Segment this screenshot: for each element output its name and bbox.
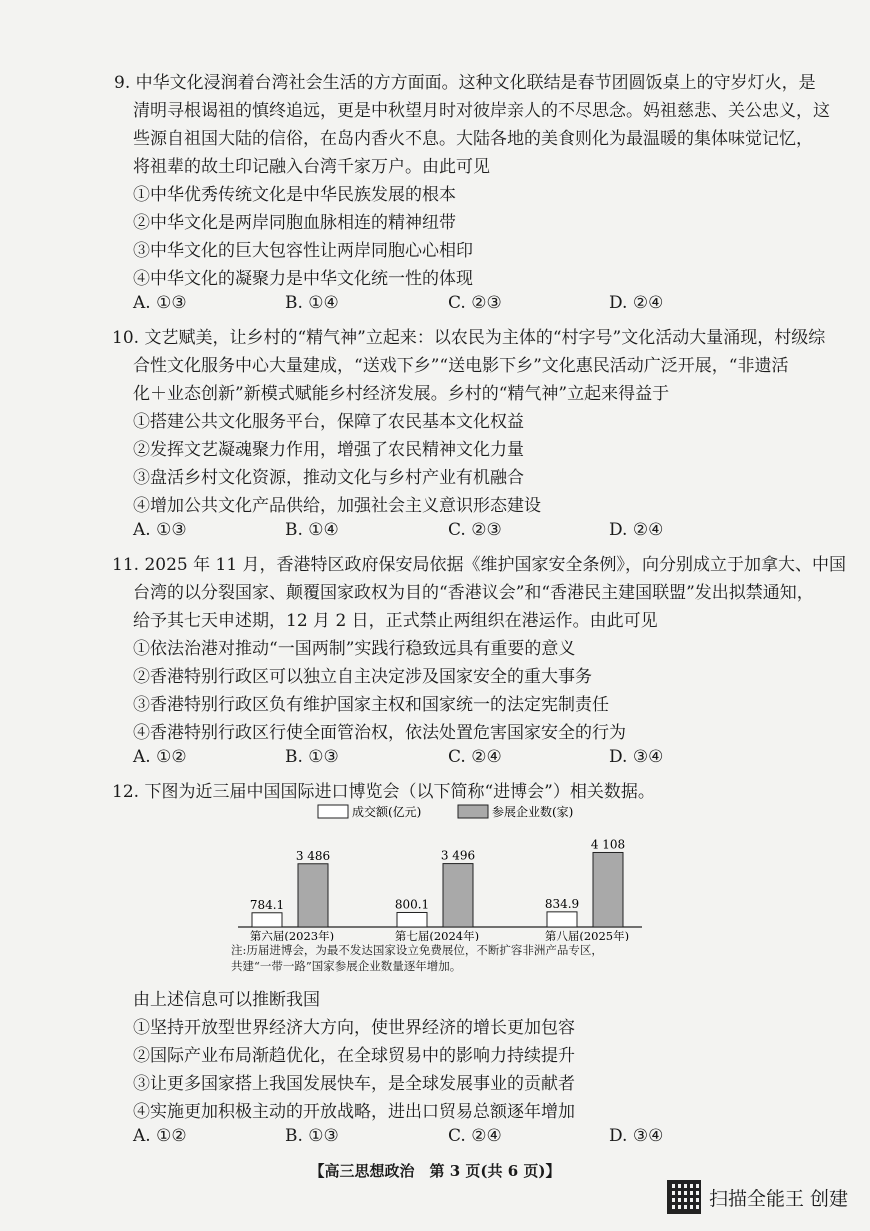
bar-series-2-2 bbox=[443, 864, 473, 927]
q11-option-4: ④香港特别行政区行使全面管治权，依法处置危害国家安全的行为 bbox=[133, 723, 626, 743]
legend-swatch-series-2 bbox=[458, 805, 488, 818]
bar-series-1-3 bbox=[547, 912, 577, 927]
qr-code-icon bbox=[667, 1180, 701, 1214]
q10-answer-d: D. ②④ bbox=[609, 520, 664, 540]
category-label-1: 第六届(2023年) bbox=[249, 929, 335, 941]
bar-series-1-2 bbox=[397, 912, 427, 927]
q9-option-1: ①中华优秀传统文化是中华民族发展的根本 bbox=[133, 185, 456, 205]
q11-stem-line-3: 给予其七天申述期，12 月 2 日，正式禁止两组织在港运作。由此可见 bbox=[133, 611, 658, 631]
q11-answer-c: C. ②④ bbox=[448, 747, 502, 767]
data-label-series-1-2: 800.1 bbox=[394, 897, 430, 912]
q9-option-3: ③中华文化的巨大包容性让两岸同胞心心相印 bbox=[133, 241, 473, 261]
q11-option-1: ①依法治港对推动“一国两制”实践行稳致远具有重要的意义 bbox=[133, 639, 576, 659]
bar-chart bbox=[220, 801, 660, 941]
watermark-text: 扫描全能王 创建 bbox=[708, 1187, 848, 1210]
q9-answer-b: B. ①④ bbox=[285, 293, 339, 313]
q9-stem-line-2: 清明寻根谒祖的慎终追远，更是中秋望月时对彼岸亲人的不尽思念。妈祖慈悲、关公忠义，这 bbox=[133, 101, 830, 121]
q11-stem-line-2: 台湾的以分裂国家、颠覆国家政权为目的“香港议会”和“香港民主建国联盟”发出拟禁通知， bbox=[133, 583, 814, 603]
data-label-series-2-1: 3 486 bbox=[295, 848, 331, 863]
q9-stem-line-3: 些源自祖国大陆的信俗，在岛内香火不息。大陆各地的美食则化为最温暖的集体味觉记忆， bbox=[133, 129, 813, 149]
q10-option-4: ④增加公共文化产品供给，加强社会主义意识形态建设 bbox=[133, 496, 541, 516]
q10-stem-line-3: 化＋业态创新”新模式赋能乡村经济发展。乡村的“精气神”立起来得益于 bbox=[133, 384, 670, 404]
scanner-watermark bbox=[667, 1180, 848, 1214]
q10-answer-a: A. ①③ bbox=[133, 520, 187, 540]
q12-answer-c: C. ②④ bbox=[448, 1126, 502, 1146]
q11-option-2: ②香港特别行政区可以独立自主决定涉及国家安全的重大事务 bbox=[133, 667, 592, 687]
q10-option-3: ③盘活乡村文化资源，推动文化与乡村产业有机融合 bbox=[133, 468, 524, 488]
q12-option-4: ④实施更加积极主动的开放战略，进出口贸易总额逐年增加 bbox=[133, 1102, 575, 1122]
bar-series-1-1 bbox=[252, 913, 282, 927]
legend-swatch-series-1 bbox=[318, 805, 348, 818]
q9-answer-a: A. ①③ bbox=[133, 293, 187, 313]
q12-stem-line-1: 12. 下图为近三届中国国际进口博览会（以下简称“进博会”）相关数据。 bbox=[112, 782, 655, 802]
data-label-series-2-2: 3 496 bbox=[440, 848, 476, 863]
q9-answer-c: C. ②③ bbox=[448, 293, 502, 313]
q12-answer-a: A. ①② bbox=[133, 1126, 187, 1146]
q9-answer-d: D. ②④ bbox=[609, 293, 664, 313]
legend-label-series-1: 成交额(亿元) bbox=[352, 805, 422, 819]
q9-option-2: ②中华文化是两岸同胞血脉相连的精神纽带 bbox=[133, 213, 456, 233]
q12-answer-d: D. ③④ bbox=[609, 1126, 664, 1146]
q9-option-4: ④中华文化的凝聚力是中华文化统一性的体现 bbox=[133, 269, 473, 289]
bar-series-2-3 bbox=[593, 852, 623, 927]
legend-label-series-2: 参展企业数(家) bbox=[492, 805, 574, 819]
bar-series-2-1 bbox=[298, 864, 328, 927]
q10-stem-line-2: 合性文化服务中心大量建成，“送戏下乡”“送电影下乡”文化惠民活动广泛开展，“非遗活 bbox=[133, 356, 789, 376]
data-label-series-1-3: 834.9 bbox=[544, 896, 580, 911]
category-label-3: 第八届(2025年) bbox=[544, 929, 630, 941]
q10-option-2: ②发挥文艺凝魂聚力作用，增强了农民精神文化力量 bbox=[133, 440, 524, 460]
q11-stem-line-1: 11. 2025 年 11 月，香港特区政府保安局依据《维护国家安全条例》，向分别成立于加拿大、中国 bbox=[112, 555, 847, 575]
q12-option-3: ③让更多国家搭上我国发展快车，是全球发展事业的贡献者 bbox=[133, 1074, 575, 1094]
q11-answer-b: B. ①③ bbox=[285, 747, 339, 767]
q10-stem-line-1: 10. 文艺赋美，让乡村的“精气神”立起来：以农民为主体的“村字号”文化活动大量涌现，村级综 bbox=[112, 328, 826, 348]
q12-option-2: ②国际产业布局渐趋优化，在全球贸易中的影响力持续提升 bbox=[133, 1046, 575, 1066]
q10-answer-b: B. ①④ bbox=[285, 520, 339, 540]
data-label-series-1-1: 784.1 bbox=[249, 897, 285, 912]
page-footer: 【高三思想政治 第 3 页(共 6 页)】 bbox=[309, 1162, 561, 1180]
q12-option-1: ①坚持开放型世界经济大方向，使世界经济的增长更加包容 bbox=[133, 1018, 575, 1038]
q12-answer-b: B. ①③ bbox=[285, 1126, 339, 1146]
q10-option-1: ①搭建公共文化服务平台，保障了农民基本文化权益 bbox=[133, 412, 524, 432]
q11-answer-a: A. ①② bbox=[133, 747, 187, 767]
q11-answer-d: D. ③④ bbox=[609, 747, 664, 767]
chart-note-line-2: 共建“一带一路”国家参展企业数量逐年增加。 bbox=[231, 959, 462, 973]
data-label-series-2-3: 4 108 bbox=[590, 837, 626, 852]
q10-answer-c: C. ②③ bbox=[448, 520, 502, 540]
q9-stem-line-1: 9. 中华文化浸润着台湾社会生活的方方面面。这种文化联结是春节团圆饭桌上的守岁灯火，是 bbox=[114, 73, 816, 93]
category-label-2: 第七届(2024年) bbox=[394, 929, 480, 941]
chart-note-line-1: 注:历届进博会，为最不发达国家设立免费展位，不断扩容非洲产品专区， bbox=[231, 943, 603, 957]
q11-option-3: ③香港特别行政区负有维护国家主权和国家统一的法定宪制责任 bbox=[133, 695, 609, 715]
q9-stem-line-4: 将祖辈的故土印记融入台湾千家万户。由此可见 bbox=[133, 157, 490, 177]
q12-lead: 由上述信息可以推断我国 bbox=[133, 990, 320, 1010]
